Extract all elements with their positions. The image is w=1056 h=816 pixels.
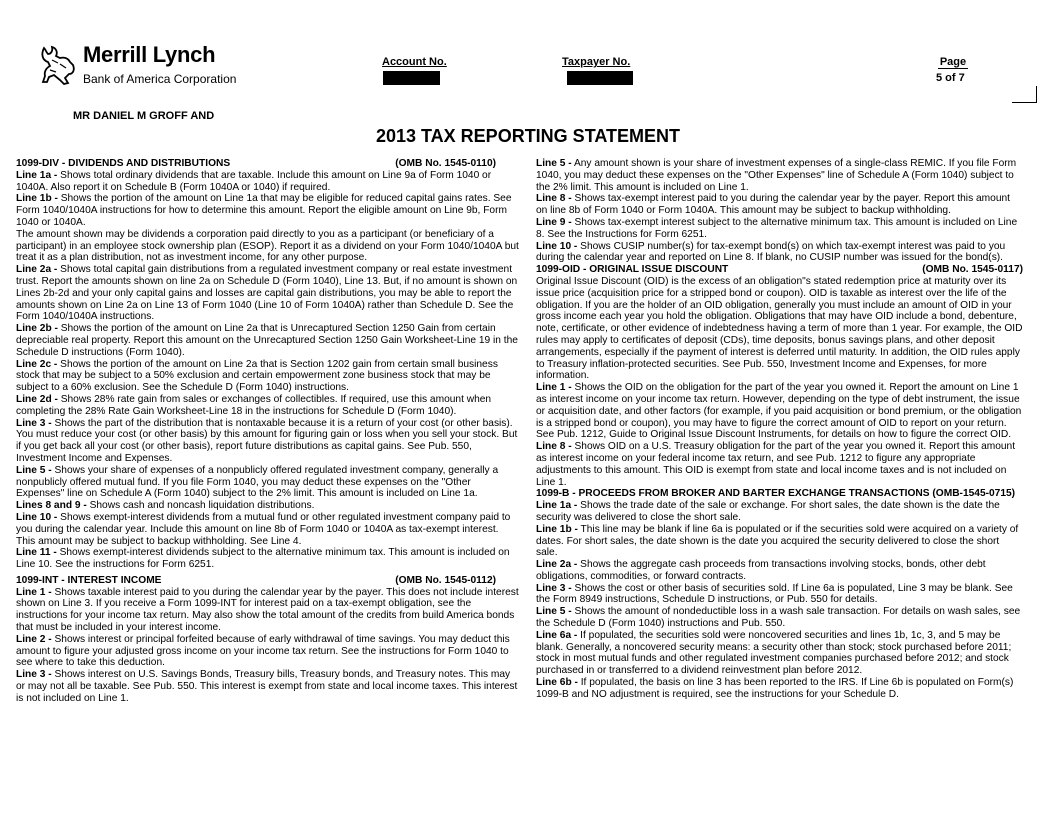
line-text: Shows exempt-interest dividends from a mutual fund or other regulated investment company paid to you during the calendar year. Include this amount on line 8b of Form 1040 or 1040A as tax-exempt interest. This amount may be subject to backup withholding. See Line 4. (16, 511, 511, 547)
line-text: Shows your share of expenses of a nonpublicly offered regulated investment company, generally a nonpublicly offered mutual fund. If you file Form 1040, you may deduct these expenses on the "Other Expenses" line on Schedule A (Form 1040) subject to the 2% limit. This amount is included on Line 1a. (16, 464, 499, 500)
line-text: Shows 28% rate gain from sales or exchanges of collectibles. If required, use this amount when completing the 28% Rate Gain Worksheet-Line 18 in the instructions for Schedule D (Form 1040). (16, 393, 492, 417)
line-text: If populated, the basis on line 3 has been reported to the IRS. If Line 6b is populated on Form(s) 1099-B and NO adjustment is required, see the instructions for your Schedule D. (536, 677, 1014, 700)
instruction-paragraph (16, 170, 520, 194)
instruction-paragraph (536, 559, 1023, 583)
line-text: Shows cash and noncash liquidation distributions. (86, 500, 315, 512)
b-items (536, 500, 1023, 701)
line-text: If populated, the securities sold were noncovered securities and lines 1b, 1c, 3, and 5 may be blank. Generally, a noncovered security means: a security other than stock; stock purchased before 2011; stock in most mutual funds and other regulated investment companies purchased before 2012; and stock purchased in or transferred to a dividend reinvestment plan before 2012. (536, 629, 1012, 677)
instruction-paragraph (16, 264, 520, 323)
instruction-paragraph (16, 394, 520, 418)
section-header-1099-div (16, 158, 520, 170)
brand-subtitle: Bank of America Corporation (83, 72, 237, 86)
line-label: Line 11 - (16, 547, 57, 559)
line-text: Shows the part of the distribution that is nontaxable because it is a return of your cost (or other basis). You must reduce your cost (or other basis) by this amount for figuring gain or loss when you sell your stock. But if you get back all your cost (or other basis), report future distributions as capital gains. See Pub. 550, Investment Income and Expenses. (16, 417, 518, 464)
line-text: This line may be blank if line 6a is populated or if the securities sold were acquired on a variety of dates. For short sales, the date shown is the date you acquired the security delivered to close the short sale. (536, 523, 1019, 559)
instruction-paragraph (536, 524, 1023, 559)
line-text: Shows taxable interest paid to you during the calendar year by the payer. This does not include interest shown on Line 3. If you receive a Form 1099-INT for interest paid on a tax-exempt obligation, see the instructions for your income tax return. May also show the total amount of the credits from build America bonds that must be included in your interest income. (16, 586, 519, 634)
line-text: Shows the OID on the obligation for the part of the year you owned it. Report the amount on Line 1 as interest income on your income tax return. However, depending on the type of debt instrument, the issue or acquisition date, and other factors (for example, if you paid acquisition or bond premium, or the obligation is a stripped bond or coupon), you may have to figure the correct amount of OID to report on your return. See Pub. 1212, Guide to Original Issue Discount Instruments, for details on how to figure the correct OID. (536, 382, 1022, 441)
bull-icon (38, 44, 78, 86)
instruction-paragraph (16, 418, 520, 465)
brand-name: Merrill Lynch (83, 42, 216, 67)
instruction-paragraph (16, 669, 520, 704)
line-text: Shows total capital gain distributions from a regulated investment company or real estate investment trust. Report the amounts shown on line 2a on Schedule D (Form 1040), Line 13. But, if no amount is shown on Lines 2b-2d and your only capital gains and losses are capital gain distributions, you may be able to report the amounts shown on Line 2a on Line 13 of Form 1040 (Line 10 of Form 1040A) rather than Schedule D. See the Form 1040/1040A instructions. (16, 264, 518, 323)
line-text: Shows the amount of nondeductible loss in a wash sale transaction. For details on wash sales, see the Schedule D (Form 1040) instructions and Pub. 550. (536, 606, 1021, 630)
instruction-paragraph (536, 500, 1023, 524)
line-text: Shows interest on U.S. Savings Bonds, Treasury bills, Treasury bonds, and Treasury notes. This may or may not all be taxable. See Pub. 550. This interest is exempt from state and local income taxes. This interest is not included on Line 1. (16, 669, 518, 704)
instruction-paragraph (536, 193, 1023, 217)
instruction-paragraph (536, 441, 1023, 488)
line-label: Line 2c - (16, 358, 58, 370)
line-text: Shows OID on a U.S. Treasury obligation for the part of the year you owned it. Report this amount as interest income on your federal income tax return, and see Pub. 1212 to figure any appropriate adjustments to this amount. This OID is exempt from state and local income taxes and is not included on Line 1. (536, 441, 1016, 488)
line-text: Shows CUSIP number(s) for tax-exempt bond(s) on which tax-exempt interest was paid to you during the calendar year and reported on Line 8. If blank, no CUSIP number was issued for the bond(s). (536, 240, 1006, 264)
right-column (536, 158, 1023, 701)
instruction-paragraph (536, 606, 1023, 630)
instruction-paragraph (536, 217, 1023, 241)
line-text: Shows exempt-interest dividends subject to the alternative minimum tax. This amount is included on Line 10. See the instructions for Form 6251. (16, 547, 510, 571)
instruction-paragraph (536, 158, 1023, 193)
line-text: Shows tax-exempt interest paid to you during the calendar year by the payer. Report this amount on line 8b of Form 1040 or Form 1040A. This amount may be subject to backup withholding. (536, 193, 1010, 217)
line-label: Line 1b - (536, 523, 578, 535)
line-text: Shows total ordinary dividends that are taxable. Include this amount on Line 9a of Form 1040 or 1040A. Also report it on Schedule B (Form 1040A or 1040) if required. (16, 169, 492, 193)
page-count: 5 of 7 (936, 72, 965, 84)
line-label: Line 6a - (536, 629, 578, 641)
taxpayer-number-label: Taxpayer No. (562, 56, 631, 68)
instruction-paragraph (536, 677, 1023, 701)
instruction-paragraph (16, 465, 520, 500)
line-label: Line 3 - (536, 582, 572, 594)
section-header-1099-oid (536, 264, 1023, 276)
oid-items (536, 276, 1023, 488)
section-header-1099-int (16, 575, 520, 587)
line-label: Line 5 - (536, 606, 572, 618)
line-label: Line 10 - (536, 240, 578, 252)
instruction-paragraph (16, 587, 520, 634)
instruction-paragraph (16, 547, 520, 571)
line-label: Line 3 - (16, 417, 52, 429)
page-label: Page (939, 56, 967, 68)
omb-number: (OMB No. 1545-0117) (922, 264, 1023, 276)
instruction-paragraph (16, 323, 520, 358)
line-label: Line 1 - (16, 586, 52, 598)
line-label: Line 2a - (536, 559, 578, 571)
line-text: Shows the portion of the amount on Line 2a that is Unrecaptured Section 1250 Gain from certain depreciable real property. Report this amount on the Unrecaptured Section 1250 Gain Worksheet-Line 19 in the Schedule D instructions (Form 1040). (16, 323, 518, 358)
line-text: The amount shown may be dividends a corporation paid directly to you as a participant (or beneficiary of a participant) in an employee stock ownership plan (ESOP). Report it as a dividend on your Form 1040/1040A but treat it as a plan distribution, not as investment income, for any other purpose. (16, 228, 519, 264)
omb-number: (OMB No. 1545-0112) (395, 574, 496, 586)
instruction-paragraph (536, 630, 1023, 677)
int-items (16, 587, 520, 705)
instruction-paragraph (16, 193, 520, 228)
line-label: Line 8 - (536, 193, 572, 205)
line-label: Line 2b - (16, 323, 58, 335)
line-label: Line 2d - (16, 393, 58, 405)
omb-number: (OMB No. 1545-0110) (395, 158, 496, 169)
instruction-paragraph (536, 241, 1023, 265)
section-title: 1099-B - PROCEEDS FROM BROKER AND BARTER EXCHANGE TRANSACTIONS (OMB-1545-0715) (536, 488, 1016, 500)
instruction-paragraph (16, 500, 520, 512)
line-text: Shows the aggregate cash proceeds from transactions involving stocks, bonds, other debt obligations, commodities, or forward contracts. (536, 559, 986, 582)
section-title: 1099-INT - INTEREST INCOME (16, 574, 162, 586)
line-label: Line 2a - (16, 264, 58, 276)
line-text: Shows the cost or other basis of securities sold. If Line 6a is populated, Line 3 may be blank. See the Form 8949 instructions, Schedule D instructions, or Pub. 550 for details. (536, 582, 1013, 606)
line-label: Line 3 - (16, 669, 52, 681)
line-label: Line 6b - (536, 677, 578, 689)
int-continued-items (536, 158, 1023, 264)
line-label: Line 10 - (16, 511, 58, 523)
line-text: Shows the portion of the amount on Line 1a that may be eligible for reduced capital gains rates. See Form 1040/1040A instructions for how to determine this amount. Report the eligible amount on Line 9b, Form 1040 or 1040A. (16, 193, 512, 228)
line-label: Line 8 - (536, 441, 572, 453)
line-label: Line 9 - (536, 216, 572, 228)
line-label: Line 1 - (536, 382, 572, 394)
line-text: Original Issue Discount (OID) is the excess of an obligation"s stated redemption price at maturity over its issue price (acquisition price for a stripped bond or coupon). OID is taxable as interest over the life of the obligation. If you are the holder of an OID obligation, generally you must include an amount of OID in your gross income each year you hold the obligation. Obligations that may have OID include a bond, debenture, note, certificate, or other evidence of indebtedness having a term of more than 1 year. For example, the OID rules may apply to certificates of deposit (CDs), time deposits, bonus savings plans, and other deposit arrangements, especially if the payment of interest is deferred until maturity. In addition, the OID rules apply to Treasury inflation-protected securities. See Pub. 550, Investment Income and Expenses, for more information. (536, 275, 1023, 382)
corner-mark (1012, 86, 1037, 103)
div-items (16, 170, 520, 571)
instruction-paragraph (536, 583, 1023, 607)
line-text: Any amount shown is your share of investment expenses of a single-class REMIC. If you file Form 1040, you may deduct these expenses on the "Other Expenses" line of Schedule A (Form 1040) subject to the 2% limit. This amount is included on Line 1. (536, 158, 1017, 193)
instruction-paragraph (536, 276, 1023, 382)
account-number-label: Account No. (382, 56, 447, 68)
instruction-paragraph (16, 229, 520, 264)
instruction-paragraph (16, 512, 520, 547)
instruction-paragraph (16, 634, 520, 669)
line-label: Line 2 - (16, 633, 52, 645)
recipient-name: MR DANIEL M GROFF AND (73, 110, 215, 122)
left-column (16, 158, 520, 705)
line-label: Line 1a - (536, 500, 578, 512)
line-text: Shows the portion of the amount on Line 2a that is Section 1202 gain from certain small business stock that may be subject to a 50% exclusion and certain empowerment zone business stock that may be subject to a 60% exclusion. See the Schedule D (Form 1040) instructions. (16, 358, 498, 394)
account-number-redacted (383, 71, 440, 85)
line-label: Line 5 - (16, 464, 52, 476)
line-label: Line 5 - (536, 158, 572, 169)
section-header-1099-b (536, 488, 1023, 500)
page-title: 2013 TAX REPORTING STATEMENT (375, 126, 681, 146)
section-title: 1099-OID - ORIGINAL ISSUE DISCOUNT (536, 264, 729, 276)
line-label: Lines 8 and 9 - (16, 500, 87, 512)
line-label: Line 1b - (16, 193, 58, 205)
line-text: Shows interest or principal forfeited because of early withdrawal of time savings. You may deduct this amount to figure your adjusted gross income on your income tax return. See the instructions for Form 1040 to see where to take this deduction. (16, 633, 510, 669)
taxpayer-number-redacted (567, 71, 633, 85)
line-text: Shows tax-exempt interest subject to the alternative minimum tax. This amount is included on Line 8. See the Instructions for Form 6251. (536, 216, 1018, 240)
instruction-paragraph (16, 359, 520, 394)
instruction-paragraph (536, 382, 1023, 441)
section-title: 1099-DIV - DIVIDENDS AND DISTRIBUTIONS (16, 158, 231, 169)
line-text: Shows the trade date of the sale or exchange. For short sales, the date shown is the date the security was delivered to close the short sale. (536, 500, 1000, 523)
line-label: Line 1a - (16, 169, 58, 181)
